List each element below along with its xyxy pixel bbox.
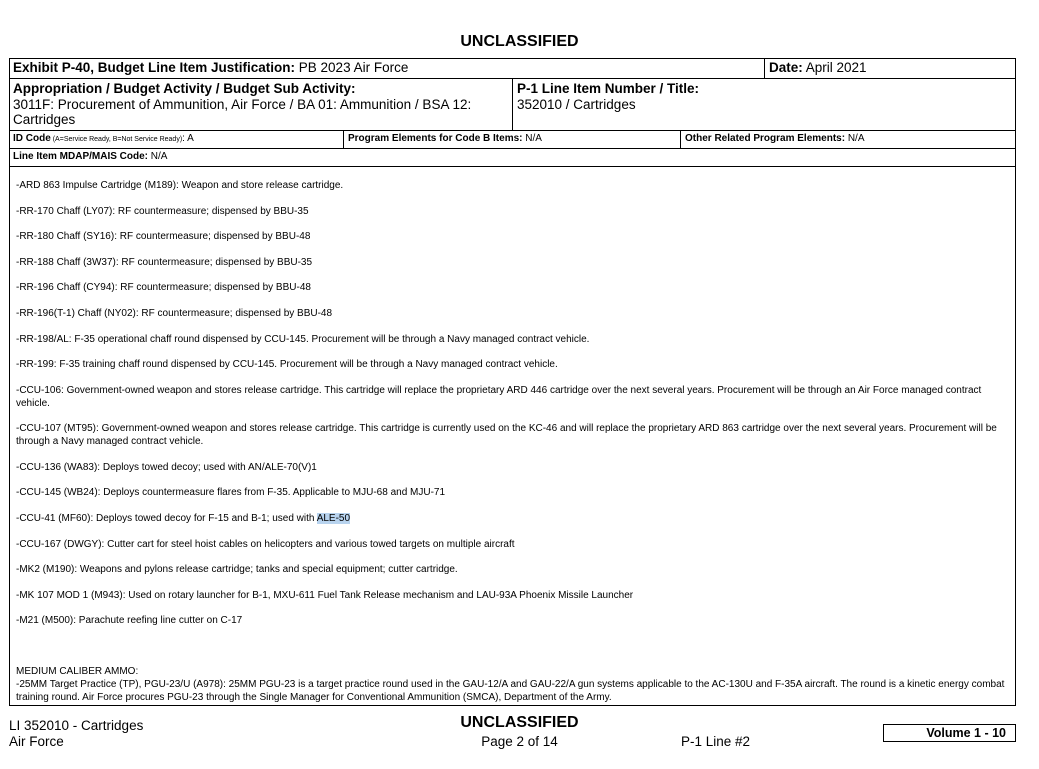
other-pe-label: Other Related Program Elements: <box>685 133 846 144</box>
exhibit-label: Exhibit P-40, Budget Line Item Justification: <box>13 60 296 75</box>
appropriation-value: 3011F: Procurement of Ammunition, Air Force / BA 01: Ammunition / BSA 12: Cartridges <box>13 96 472 127</box>
list-item-text: -CCU-41 (MF60): Deploys towed decoy for F-15 and B-1; used with <box>16 513 317 524</box>
classification-banner-top: UNCLASSIFIED <box>460 33 579 50</box>
id-code-row <box>10 131 1015 149</box>
classification-banner-bottom: UNCLASSIFIED <box>460 714 579 731</box>
p1-label: P-1 Line Item Number / Title: <box>517 81 700 96</box>
mdap-row <box>10 149 1015 167</box>
appropriation-label: Appropriation / Budget Activity / Budget Sub Activity: <box>13 81 356 96</box>
pe-code-b-cell <box>343 131 542 148</box>
list-item: -RR-198/AL: F-35 operational chaff round dispensed by CCU-145. Procurement will be through a Navy managed contract vehicle. <box>16 334 590 345</box>
date-value: April 2021 <box>802 60 867 75</box>
id-code-note: (A=Service Ready, B=Not Service Ready) <box>50 136 183 143</box>
pe-code-b-value: N/A <box>522 133 542 144</box>
list-item: -RR-196(T-1) Chaff (NY02): RF countermeasure; dispensed by BBU-48 <box>16 308 333 319</box>
page-number: Page 2 of 14 <box>481 734 558 749</box>
appropriation-cell <box>13 81 501 130</box>
list-item: -RR-188 Chaff (3W37): RF countermeasure; dispensed by BBU-35 <box>16 257 313 268</box>
list-item: -MK2 (M190): Weapons and pylons release cartridge; tanks and special equipment; cutter cartridge. <box>16 564 458 575</box>
mdap-cell <box>13 151 167 166</box>
list-item: -CCU-107 (MT95): Government-owned weapon and stores release cartridge. This cartridge is currently used on the KC-46 and will replace the proprietary ARD 863 cartridge over the next several years. Procurement will be through a Navy managed contract vehicle. <box>16 423 997 447</box>
id-code-value: : A <box>182 133 194 144</box>
id-code-cell <box>13 133 194 148</box>
list-item: -RR-170 Chaff (LY07): RF countermeasure; dispensed by BBU-35 <box>16 206 309 217</box>
medium-caliber-text: -25MM Target Practice (TP), PGU-23/U (A978): 25MM PGU-23 is a target practice round used in the GAU-12/A and GAU-22/A gun systems applicable to the AC-130U and F-35A aircraft. The round is a kinetic energy combat training round. Air Force procures PGU-23 through the Single Manager for Conventional Ammunition (SMCA), Department of the Army. <box>16 679 1005 703</box>
date-cell <box>764 59 1017 78</box>
list-item: -M21 (M500): Parachute reefing line cutter on C-17 <box>16 615 243 626</box>
footer-line-item: LI 352010 - Cartridges <box>9 718 144 733</box>
id-code-label: ID Code <box>13 133 51 144</box>
list-item: -RR-180 Chaff (SY16): RF countermeasure; dispensed by BBU-48 <box>16 231 311 242</box>
pe-code-b-label: Program Elements for Code B Items: <box>348 133 523 144</box>
p1-cell <box>512 79 1017 130</box>
exhibit-frame <box>9 58 1016 706</box>
list-item: -CCU-106: Government-owned weapon and stores release cartridge. This cartridge will replace the proprietary ARD 446 cartridge over the next several years. Procurement will be through an Air Force managed contract vehicle. <box>16 385 982 409</box>
list-item: -MK 107 MOD 1 (M943): Used on rotary launcher for B-1, MXU-611 Fuel Tank Release mechanism and LAU-93A Phoenix Missile Launcher <box>16 590 634 601</box>
text-selection-highlight[interactable]: ALE-50 <box>316 513 351 524</box>
appropriation-row <box>10 79 1015 131</box>
exhibit-row <box>10 59 1015 79</box>
list-item: -ARD 863 Impulse Cartridge (M189): Weapon and store release cartridge. <box>16 180 344 191</box>
exhibit-value: PB 2023 Air Force <box>295 60 409 75</box>
list-item: -CCU-136 (WA83): Deploys towed decoy; used with AN/ALE-70(V)1 <box>16 462 317 473</box>
list-item: -RR-199: F-35 training chaff round dispensed by CCU-145. Procurement will be through a Navy managed contract vehicle. <box>16 359 558 370</box>
list-item-with-highlight <box>16 513 1011 526</box>
mdap-label: Line Item MDAP/MAIS Code: <box>13 151 149 162</box>
other-pe-cell <box>680 131 865 148</box>
p1-line-number: P-1 Line #2 <box>681 734 751 749</box>
footer-service: Air Force <box>9 734 64 749</box>
p1-value: 352010 / Cartridges <box>517 96 636 112</box>
medium-caliber-heading: MEDIUM CALIBER AMMO: <box>16 666 139 677</box>
other-pe-value: N/A <box>845 133 865 144</box>
exhibit-cell <box>13 60 408 78</box>
list-item: -RR-196 Chaff (CY94): RF countermeasure; dispensed by BBU-48 <box>16 282 311 293</box>
list-item: -CCU-145 (WB24): Deploys countermeasure flares from F-35. Applicable to MJU-68 and MJU-71 <box>16 487 446 498</box>
volume-box: Volume 1 - 10 <box>883 724 1016 742</box>
mdap-value: N/A <box>148 151 168 162</box>
list-item: -CCU-167 (DWGY): Cutter cart for steel hoist cables on helicopters and various towed targets on multiple aircraft <box>16 539 515 550</box>
date-label: Date: <box>769 60 803 75</box>
